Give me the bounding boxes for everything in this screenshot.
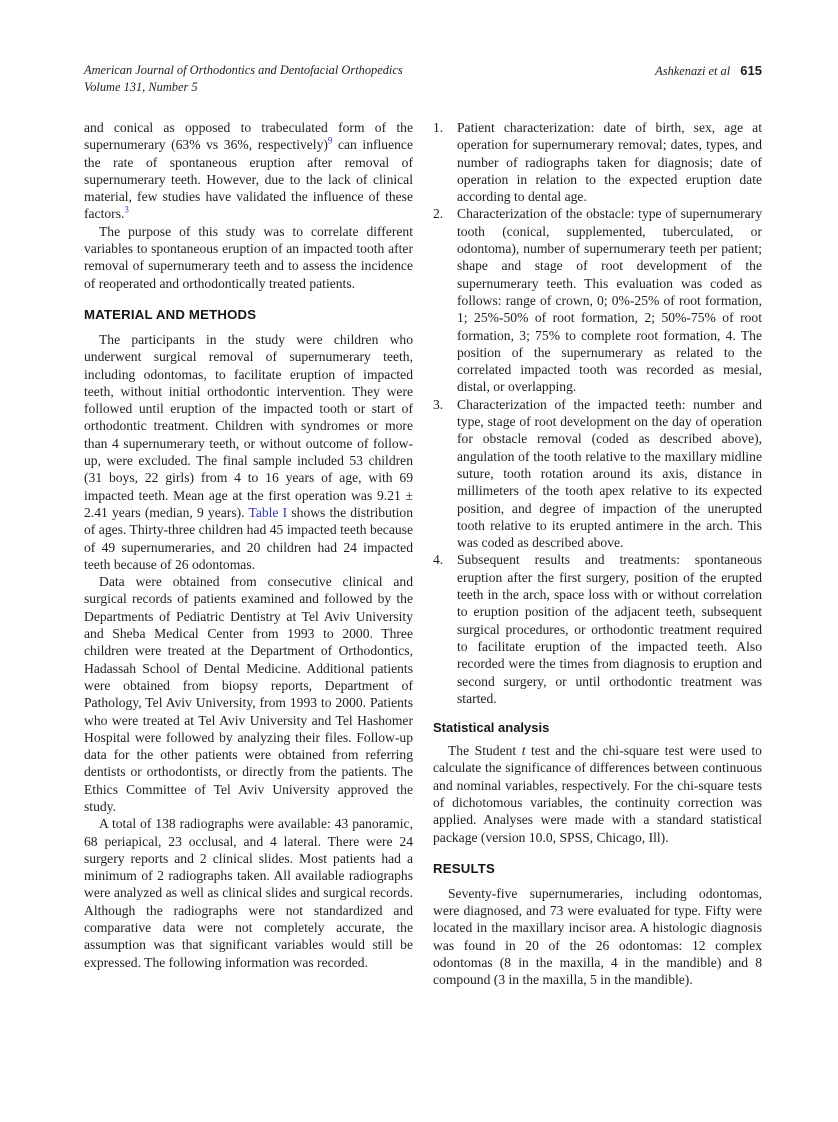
subsection-heading-statistical-analysis: Statistical analysis: [433, 720, 550, 736]
paragraph-radiographs: A total of 138 radiographs were available: 43 panoramic, 68 periapical, 23 occlusal, and 4 lateral. There were 24 surgery reports and 2 clinical slides. Most patients had a minimum of 2 radiographs taken. All available radiographs were analyzed as well as clinical slides and surgical records. Although the radiographs were not standardized and comparative data were not completely accurate, the assumption was that significant variables would still be expressed. The following information was recorded.: [84, 816, 413, 970]
running-authors: Ashkenazi et al: [655, 64, 731, 78]
table-1-link[interactable]: Table I: [248, 504, 288, 520]
body-text: The participants in the study were children who underwent surgical removal of supernumerary teeth, including odontomas, to facilitate eruption of impacted teeth, without initial orthodontic intervention. They were followed until eruption of the impacted tooth or start of orthodontic treatment. Children with syndromes or more than 4 supernumerary teeth, or without outcome of follow-up, were excluded. The final sample included 53 children (31 boys, 22 girls) from 4 to 16 years of age, with 69 impacted teeth. Mean age at the first operation was 9.21 ± 2.41 years (median, 9 years).: [84, 331, 413, 520]
student-t-symbol: t: [521, 743, 526, 759]
paragraph-intro-continuation: [84, 119, 413, 223]
running-head-right: [655, 62, 762, 80]
section-heading-results: RESULTS: [433, 860, 495, 876]
paragraph-participants: [84, 331, 413, 573]
paragraph-data-sources: Data were obtained from consecutive clinical and surgical records of patients examined and followed by the Departments of Pediatric Dentistry at Tel Aviv University and Sheba Medical Center from 1993 to 2000. Three children were treated at the Department of Orthodontics, Hadassah School of Dental Medicine. Additional patients were obtained from biopsy reports, Department of Pathology, Tel Aviv University, from 1993 to 2000. Patients who were treated at Tel Aviv University and Tel Hashomer Hospital were followed by analyzing their files. Follow-up data for the other patients were obtained from referring dentists or orthodontists, or directly from the patients. The Ethics Committee of Tel Aviv University approved the study.: [84, 574, 413, 814]
body-text: test and the chi-square test were used to calculate the significance of differences between continuous and nominal variables, respectively. For the chi-square tests of dichotomous variables, the continuity correction was applied. Analyses were made with a standard statistical package (version 10.0, SPSS, Chicago, Ill).: [433, 743, 762, 845]
list-item-1-patient-characterization: [433, 119, 762, 205]
paragraph-results-summary: Seventy-five supernumeraries, including odontomas, were diagnosed, and 73 were evaluated for type. Fifty were located in the maxillary incisor area. A histologic diagnosis was found in 20 of the 26 odontomas: 12 complex odontomas (8 in the maxilla, 4 in the mandible) and 8 compound (3 in the maxilla, 5 in the mandible).: [433, 885, 762, 988]
paragraph-statistical-methods: [433, 742, 762, 846]
two-column-body: [84, 119, 762, 989]
list-item-text: Characterization of the impacted teeth: number and type, stage of root development on the day of operation for obstacle removal (coded as described above), angulation of the tooth relative to the maxillary midline suture, tooth rotation around its axis, distance in millimeters of the tooth apex relative to its expected position, and degree of impaction of the unerupted tooth relative to its erupted antimere in the arch. This was coded as described above.: [457, 396, 762, 551]
section-heading-material-and-methods: MATERIAL AND METHODS: [84, 306, 257, 322]
running-header: [84, 62, 762, 95]
list-item-text: Subsequent results and treatments: spontaneous eruption after the first surgery, position of the erupted teeth in the arch, space loss with or without correlation to eruption position of the adjacent teeth, subsequent surgical procedures, or orthodontic treatment required to facilitate eruption of the impacted teeth. Also recorded were the times from diagnosis to eruption and second surgery, or until orthodontic treatment was started.: [457, 552, 762, 706]
list-item-text: Characterization of the obstacle: type of supernumerary tooth (conical, supplemented, tuberculated, or odontoma), number of supernumerary teeth per patient; shape and stage of root development of the supernumerary teeth. This evaluation was coded as follows: range of crown, 0; 0%-25% of root formation, 1; 25%-50% of root formation, 2; 50%-75% of root formation, 3; 75% to complete root formation, 4. The position of the supernumerary as related to the correlated impacted tooth was recorded as mesial, distal, or overlapping.: [457, 206, 762, 395]
journal-masthead: [84, 62, 403, 95]
right-column: [433, 119, 762, 989]
list-item-text: Patient characterization: date of birth, sex, age at operation for supernumerary removal; dates, types, and number of radiographs taken for diagnosis; date of operation in relation to the expected eruption date according to dental age.: [457, 120, 762, 205]
citation-ref-9[interactable]: 9: [327, 135, 333, 146]
journal-volume-number: Volume 131, Number 5: [84, 79, 198, 94]
body-text: and conical as opposed to trabeculated form of the supernumerary (63% vs 36%, respectively): [84, 120, 413, 153]
citation-ref-3[interactable]: 3: [124, 204, 129, 215]
list-number: 2.: [433, 206, 444, 222]
list-number: 3.: [433, 396, 444, 412]
list-item-4-subsequent-results: [433, 551, 762, 707]
body-text: shows the distribution of ages. Thirty-three children had 45 impacted teeth because of 49 supernumeraries, and 20 children had 24 impacted teeth because of 26 odontomas.: [84, 504, 413, 572]
list-item-2-obstacle-characterization: [433, 205, 762, 395]
left-column: [84, 119, 413, 989]
page-number: 615: [740, 63, 762, 78]
recorded-information-list: [433, 119, 762, 707]
paragraph-study-purpose: The purpose of this study was to correlate different variables to spontaneous eruption of an impacted tooth after removal of supernumerary teeth and to assess the incidence of reoperated and orthodontically treated patients.: [84, 223, 413, 291]
list-number: 1.: [433, 120, 444, 135]
journal-title: American Journal of Orthodontics and Dentofacial Orthopedics: [84, 63, 403, 77]
list-number: 4.: [433, 552, 444, 568]
body-text: can influence the rate of spontaneous eruption after removal of supernumerary teeth. However, due to the lack of clinical material, few studies have validated the influence of these factors.: [84, 137, 414, 222]
body-text: The Student: [448, 743, 522, 759]
list-item-3-impacted-teeth-characterization: [433, 396, 762, 552]
